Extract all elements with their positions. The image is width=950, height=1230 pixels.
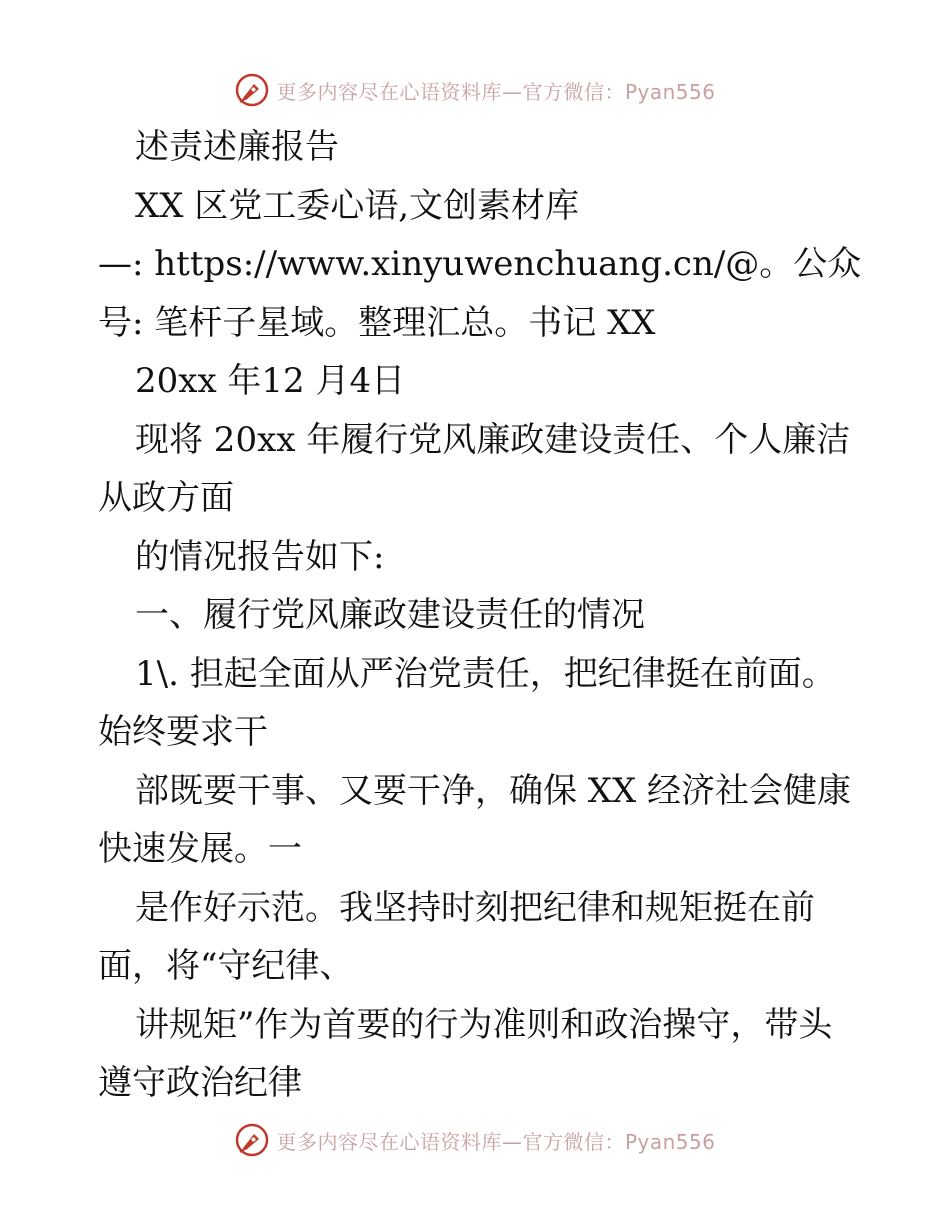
doc-line: 是作好示范。我坚持时刻把纪律和规矩挺在前 bbox=[135, 887, 815, 928]
doc-line: 的情况报告如下: bbox=[135, 536, 385, 577]
doc-line: 从政方面 bbox=[98, 478, 234, 518]
doc-line: 快速发展。一 bbox=[98, 829, 302, 869]
pen-nib-logo-icon bbox=[234, 1122, 270, 1158]
doc-line: 讲规矩”作为首要的行为准则和政治操守，带头 bbox=[135, 1004, 833, 1045]
doc-line: 1\. 担起全面从严治党责任，把纪律挺在前面。 bbox=[135, 653, 836, 694]
doc-line: —: https://www.xinyuwenchuang.cn/@。公众 bbox=[98, 244, 862, 284]
doc-line: XX 区党工委心语,文创素材库 bbox=[135, 185, 580, 226]
doc-line: 部既要干事、又要干净，确保 XX 经济社会健康 bbox=[135, 770, 852, 811]
doc-line: 号: 笔杆子星域。整理汇总。书记 XX bbox=[98, 302, 656, 343]
doc-title: 述责述廉报告 bbox=[135, 127, 339, 167]
doc-section-heading: 一、履行党风廉政建设责任的情况 bbox=[135, 595, 645, 635]
doc-line: 现将 20xx 年履行党风廉政建设责任、个人廉洁 bbox=[135, 419, 851, 460]
watermark-banner-top bbox=[0, 70, 950, 110]
watermark-banner-bottom bbox=[0, 1120, 950, 1160]
doc-line: 遵守政治纪律 bbox=[98, 1063, 302, 1103]
pen-nib-logo-icon bbox=[234, 72, 270, 108]
watermark-text-top: 更多内容尽在心语资料库—官方微信：Pyan556 bbox=[276, 79, 716, 104]
watermark-text-bottom: 更多内容尽在心语资料库—官方微信：Pyan556 bbox=[276, 1129, 716, 1154]
document-body bbox=[98, 118, 862, 1113]
doc-date: 20xx 年12 月4日 bbox=[135, 361, 406, 401]
doc-line: 始终要求干 bbox=[98, 712, 268, 752]
doc-line: 面，将“守纪律、 bbox=[98, 946, 354, 986]
